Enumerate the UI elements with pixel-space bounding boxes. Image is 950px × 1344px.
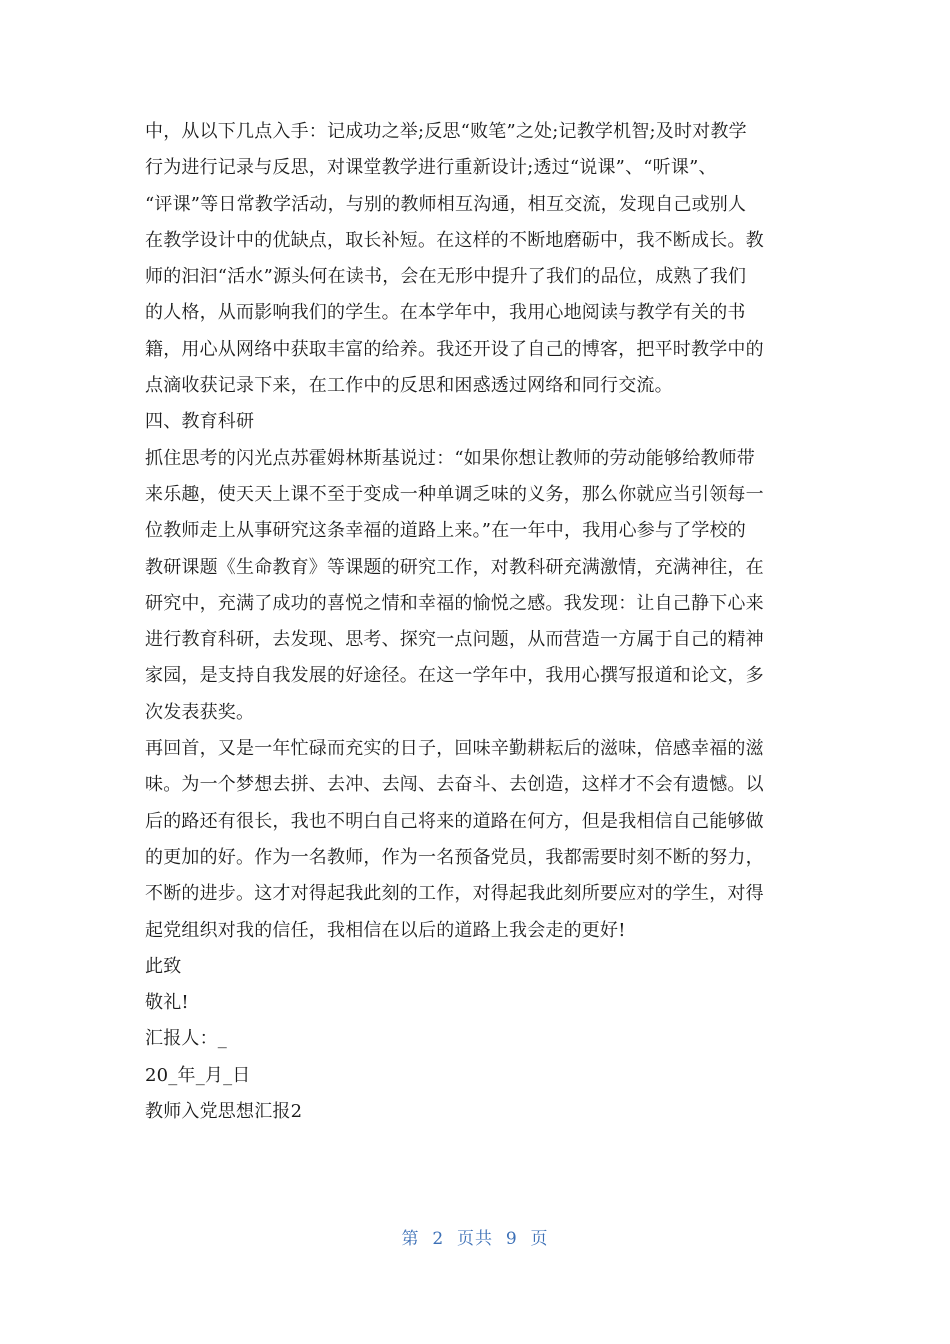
text-line: 点滴收获记录下来，在工作中的反思和困惑透过网络和同行交流。 (145, 375, 673, 397)
text-line: 味。为一个梦想去拼、去冲、去闯、去奋斗、去创造，这样才不会有遗憾。以 (145, 774, 764, 796)
text-line: 进行教育科研，去发现、思考、探究一点问题，从而营造一方属于自己的精神 (145, 629, 764, 651)
text-line: “评课”等日常教学活动，与别的教师相互沟通，相互交流，发现自己或别人 (145, 193, 747, 215)
footer-prefix: 第 (401, 1229, 420, 1249)
next-title-line: 教师入党思想汇报2 (145, 1101, 303, 1123)
text-line: 籍，用心从网络中获取丰富的给养。我还开设了自己的博客，把平时教学中的 (145, 338, 764, 360)
text-line: 后的路还有很长，我也不明白自己将来的道路在何方，但是我相信自己能够做 (145, 810, 764, 832)
text-line: 不断的进步。这才对得起我此刻的工作，对得起我此刻所要应对的学生，对得 (145, 883, 764, 905)
text-line: 在教学设计中的优缺点，取长补短。在这样的不断地磨砺中，我不断成长。教 (145, 229, 764, 251)
document-body (145, 114, 810, 1130)
page-footer (0, 1224, 950, 1249)
date-line: 20_年_月_日 (145, 1064, 251, 1086)
text-line: 次发表获奖。 (145, 701, 255, 723)
text-line: 教研课题《生命教育》等课题的研究工作，对教科研充满激情，充满神往，在 (145, 556, 764, 578)
footer-middle: 页共 (457, 1229, 493, 1249)
reporter-line: 汇报人：_ (145, 1028, 227, 1050)
text-line: 位教师走上从事研究这条幸福的道路上来。”在一年中，我用心参与了学校的 (145, 520, 746, 542)
closing-line: 此致 (145, 955, 182, 977)
footer-suffix: 页 (530, 1229, 549, 1249)
text-line: 来乐趣，使天天上课不至于变成一种单调乏味的义务，那么你就应当引领每一 (145, 483, 764, 505)
text-line: 的人格，从而影响我们的学生。在本学年中，我用心地阅读与教学有关的书 (145, 302, 746, 324)
salutation-line: 敬礼! (145, 992, 189, 1014)
text-line: 师的汩汩“活水”源头何在读书，会在无形中提升了我们的品位，成熟了我们 (145, 266, 747, 288)
text-line: 再回首，又是一年忙碌而充实的日子，回味辛勤耕耘后的滋味，倍感幸福的滋 (145, 738, 764, 760)
text-line: 研究中，充满了成功的喜悦之情和幸福的愉悦之感。我发现：让自己静下心来 (145, 592, 764, 614)
text-line: 中，从以下几点入手：记成功之举;反思“败笔”之处;记教学机智;及时对教学 (145, 121, 747, 142)
footer-total-pages: 9 (505, 1229, 518, 1249)
text-line: 的更加的好。作为一名教师，作为一名预备党员，我都需要时刻不断的努力， (145, 846, 764, 868)
section-heading: 四、教育科研 (145, 411, 255, 433)
text-line: 起党组织对我的信任，我相信在以后的道路上我会走的更好! (145, 919, 626, 941)
text-line: 行为进行记录与反思，对课堂教学进行重新设计;透过“说课”、“听课”、 (145, 157, 717, 179)
footer-current-page: 2 (432, 1229, 445, 1249)
text-line: 家园，是支持自我发展的好途径。在这一学年中，我用心撰写报道和论文，多 (145, 665, 764, 687)
text-line: 抓住思考的闪光点苏霍姆林斯基说过：“如果你想让教师的劳动能够给教师带 (145, 447, 755, 469)
